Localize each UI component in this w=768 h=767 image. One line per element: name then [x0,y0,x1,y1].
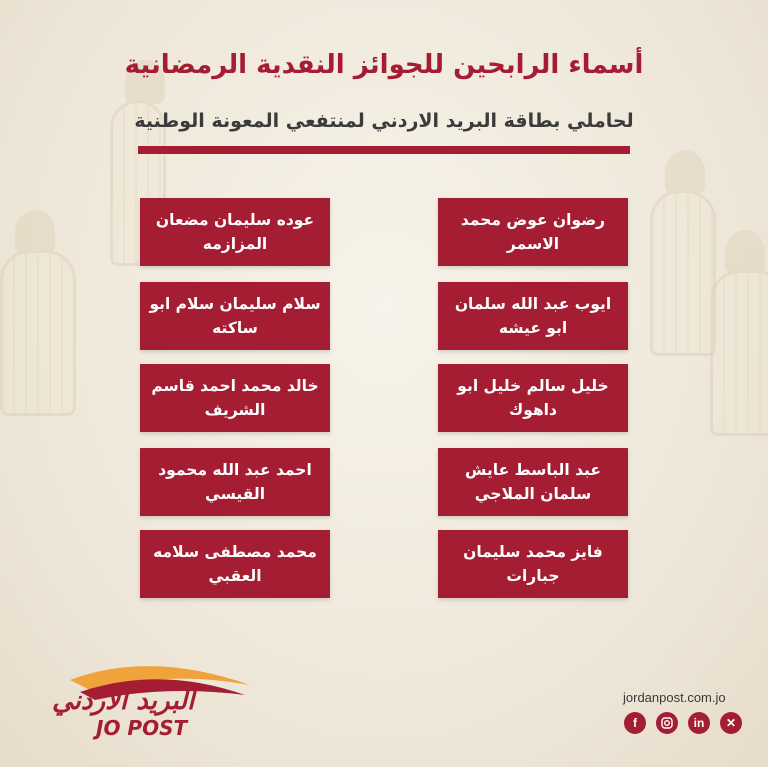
instagram-icon[interactable] [656,712,678,734]
page-title: أسماء الرابحين للجوائز النقدية الرمضانية [124,50,644,80]
winner-card: عبد الباسط عايش سلمان الملاجي [438,448,628,516]
page-subtitle: لحاملي بطاقة البريد الاردني لمنتفعي المعونة الوطنية [134,110,634,132]
winner-card: عوده سليمان مضعان المزازمه [140,198,330,266]
winner-card: خالد محمد احمد قاسم الشريف [140,364,330,432]
lantern-decoration-left [0,210,80,440]
winner-card: رضوان عوض محمد الاسمر [438,198,628,266]
winner-card: ايوب عبد الله سلمان ابو عيشه [438,282,628,350]
winner-card: سلام سليمان سلام ابو ساكته [140,282,330,350]
lantern-decoration-right-top [640,150,720,380]
linkedin-icon[interactable]: in [688,712,710,734]
winner-card: محمد مصطفى سلامه العقبي [140,530,330,598]
subtitle-underline [138,146,630,154]
winner-card: خليل سالم خليل ابو داهوك [438,364,628,432]
logo-arabic-text: البريد الأردني [52,686,195,716]
winner-card: احمد عبد الله محمود القيسي [140,448,330,516]
x-icon[interactable]: ✕ [720,712,742,734]
winner-card: فايز محمد سليمان جبارات [438,530,628,598]
website-link[interactable]: jordanpost.com.jo [623,690,726,705]
facebook-icon[interactable]: f [624,712,646,734]
logo-english-text: JO POST [96,716,188,740]
